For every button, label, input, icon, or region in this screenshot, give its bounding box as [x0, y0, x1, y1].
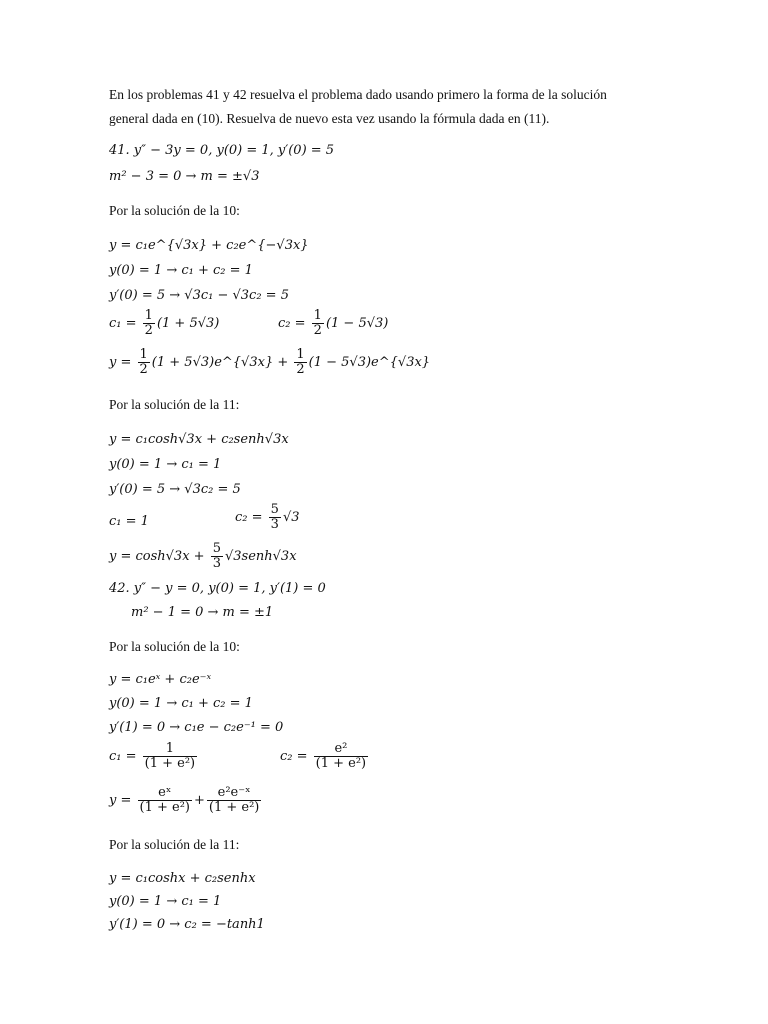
fraction: $\frac{1}{2}$: [296, 347, 305, 377]
problem-41-header: 41. y″ − 3y = 0, y(0) = 1, y′(0) = 5: [109, 143, 335, 158]
fraction: $\frac{5}{3}$: [212, 541, 221, 571]
intro-line-2: general dada en (10). Resuelva de nuevo esta vez usando la fórmula dada en (11).: [109, 111, 550, 126]
p41-s11-cond2: y′(0) = 5 → √3c₂ = 5: [109, 482, 241, 497]
p42-s11-cond1: y(0) = 1 → c₁ = 1: [109, 894, 222, 909]
p42-s10-cond2: y′(1) = 0 → c₁e − c₂e⁻¹ = 0: [109, 720, 284, 735]
problem-42-sol10-heading: Por la solución de la 10:: [109, 639, 240, 654]
problem-41-aux-equation: m² − 3 = 0 → m = ±√3: [109, 169, 260, 184]
problem-42-header: 42. y″ − y = 0, y(0) = 1, y′(1) = 0: [109, 581, 326, 596]
p42-s10-final: y = $\frac{\text{eˣ}}{\text{(1 + e²)}}$ + $\frac{\text{e²e⁻ˣ}}{\text{(1 + e²)}}$: [109, 785, 260, 815]
p41-s11-cond1: y(0) = 1 → c₁ = 1: [109, 457, 222, 472]
p41-s11-general: y = c₁cosh√3x + c₂senh√3x: [109, 432, 289, 447]
fraction: $\frac{\text{e²e⁻ˣ}}{\text{(1 + e²)}}$: [208, 785, 260, 815]
p41-s10-cond2: y′(0) = 5 → √3c₁ − √3c₂ = 5: [109, 288, 289, 303]
p42-s10-c2-value: c₂ = $\frac{\text{e²}}{\text{(1 + e²)}}$: [280, 741, 367, 771]
p41-s11-c1-value: c₁ = 1: [109, 514, 149, 529]
fraction: $\frac{1}{2}$: [144, 308, 153, 338]
fraction: $\frac{\text{e²}}{\text{(1 + e²)}}$: [315, 741, 367, 771]
fraction: $\frac{1}{2}$: [139, 347, 148, 377]
p41-s10-final: y = $\frac{1}{2}$ (1 + 5√3)e^{√3x} + $\frac{1}{2}$ (1 − 5√3)e^{√3x}: [109, 347, 431, 377]
problem-42-aux-equation: m² − 1 = 0 → m = ±1: [131, 605, 274, 620]
fraction: $\frac{1}{2}$: [313, 308, 322, 338]
problem-41-sol10-heading: Por la solución de la 10:: [109, 203, 240, 218]
intro-line-1: En los problemas 41 y 42 resuelva el problema dado usando primero la forma de la solución: [109, 87, 607, 102]
problem-42-sol11-heading: Por la solución de la 11:: [109, 837, 240, 852]
p42-s11-cond2: y′(1) = 0 → c₂ = −tanh1: [109, 917, 265, 932]
p42-s10-general: y = c₁eˣ + c₂e⁻ˣ: [109, 672, 212, 687]
p41-s11-c2-value: c₂ = $\frac{5}{3}$ √3: [235, 502, 300, 532]
p42-s10-cond1: y(0) = 1 → c₁ + c₂ = 1: [109, 696, 253, 711]
p41-s11-final: y = cosh√3x + $\frac{5}{3}$ √3senh√3x: [109, 541, 297, 571]
p42-s10-c1-value: c₁ = $\frac{1}{\text{(1 + e²)}}$: [109, 741, 196, 771]
p42-s11-general: y = c₁coshx + c₂senhx: [109, 871, 256, 886]
p41-s10-general: y = c₁e^{√3x} + c₂e^{−√3x}: [109, 238, 309, 253]
problem-41-sol11-heading: Por la solución de la 11:: [109, 397, 240, 412]
p41-s10-c2-value: c₂ = $\frac{1}{2}$ (1 − 5√3): [278, 308, 389, 338]
fraction: $\frac{\text{eˣ}}{\text{(1 + e²)}}$: [139, 785, 190, 815]
fraction: $\frac{5}{3}$: [270, 502, 279, 532]
p41-s10-cond1: y(0) = 1 → c₁ + c₂ = 1: [109, 263, 253, 278]
fraction: $\frac{1}{\text{(1 + e²)}}$: [144, 741, 196, 771]
p41-s10-c1-value: c₁ = $\frac{1}{2}$ (1 + 5√3): [109, 308, 220, 338]
